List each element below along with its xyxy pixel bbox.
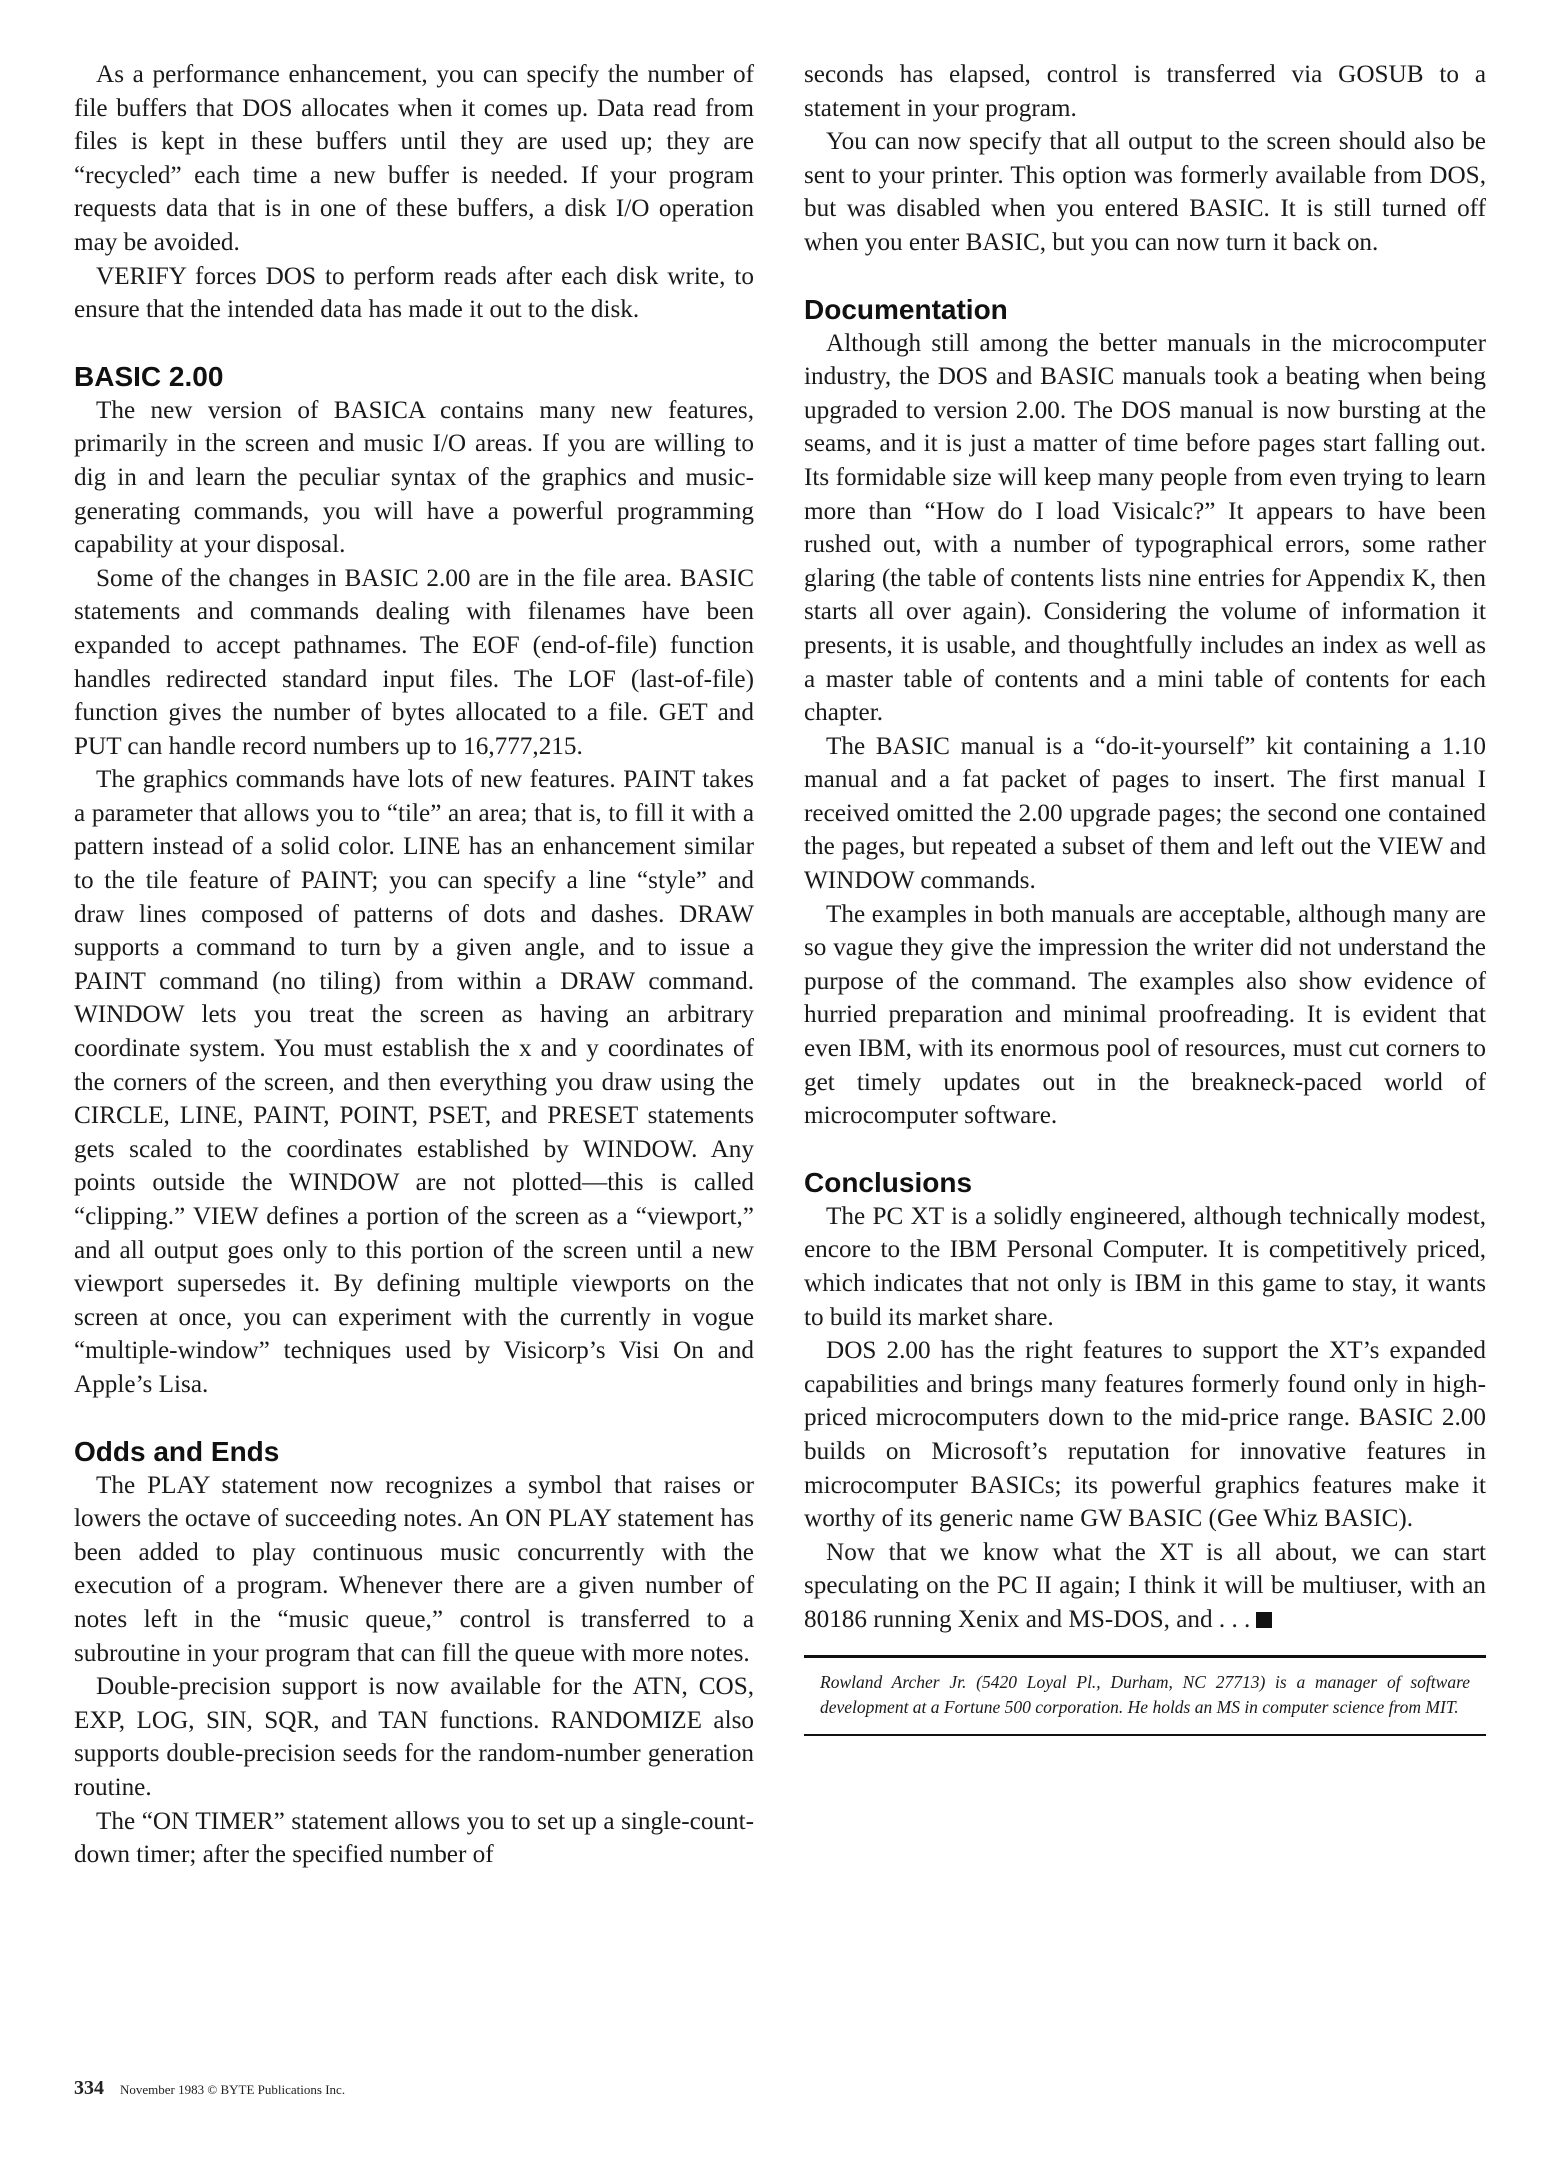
page-footer xyxy=(74,2078,345,2100)
right-column xyxy=(804,58,1486,1736)
body-paragraph: The examples in both manuals are acceptable, although many are so vague they give the impression the writer did not understand the purpose of the command. The examples also show evidence of hurried preparation and minimal proofreading. It is evident that even IBM, with its enormous pool of resources, must cut corners to get timely updates out in the breakneck-paced world of microcomputer software. xyxy=(804,900,1486,1130)
end-of-article-mark xyxy=(1256,1612,1272,1628)
section-heading-basic: BASIC 2.00 xyxy=(74,360,224,392)
page-number: 334 xyxy=(74,2077,104,2099)
body-paragraph: The new version of BASICA contains many new features, primarily in the screen and music I/O areas. If you are willing to dig in and learn the peculiar syntax of the graphics and music-generating commands, you will have a powerful programming capability at your disposal. xyxy=(74,396,754,559)
section-heading-odds-and-ends: Odds and Ends xyxy=(74,1435,280,1467)
body-paragraph: The BASIC manual is a “do-it-yourself” kit containing a 1.10 manual and a fat packet of pages to insert. The first manual I received omitted the 2.00 upgrade pages; the second one contained the pages, but repeated a subset of them and left out the VIEW and WINDOW commands. xyxy=(804,732,1486,895)
body-paragraph: Some of the changes in BASIC 2.00 are in the file area. BASIC statements and commands dealing with filenames have been expanded to accept pathnames. The EOF (end-of-file) function handles redirected standard input files. The LOF (last-of-file) function gives the number of bytes allocated to a file. GET and PUT can handle record numbers up to 16,777,215. xyxy=(74,564,754,760)
body-paragraph: The graphics commands have lots of new features. PAINT takes a parameter that allows you to “tile” an area; that is, to fill it with a pattern instead of a solid color. LINE has an enhancement similar to the tile feature of PAINT; you can specify a line “style” and draw lines composed of patterns of dots and dashes. DRAW supports a command to turn by a given angle, and to issue a PAINT command (no tiling) from within a DRAW command. WINDOW lets you treat the screen as having an arbitrary coordinate system. You must establish the x and y coordinates of the corners of the screen, and then everything you draw using the CIRCLE, LINE, PAINT, POINT, PSET, and PRESET statements gets scaled to the coordinates established by WINDOW. Any points outside the WINDOW are not plotted—this is called “clipping.” VIEW defines a portion of the screen as a “viewport,” and all output goes only to this portion of the screen until a new viewport supersedes it. By defining multiple viewports on the screen at once, you can experiment with the currently in vogue “multiple-window” techniques used by Visicorp’s Visi On and Apple’s Lisa. xyxy=(74,766,754,1398)
body-paragraph: The “ON TIMER” statement allows you to set up a single-count-down timer; after the specified number of xyxy=(74,1807,754,1869)
body-paragraph: VERIFY forces DOS to perform reads after each disk write, to ensure that the intended data has made it out to the disk. xyxy=(74,262,754,324)
body-paragraph: Double-precision support is now available for the ATN, COS, EXP, LOG, SIN, SQR, and TAN functions. RANDOMIZE also supports double-precision seeds for the random-number generation routine. xyxy=(74,1673,754,1801)
section-heading-conclusions: Conclusions xyxy=(804,1166,973,1198)
body-paragraph: Although still among the better manuals in the microcomputer industry, the DOS and BASIC manuals took a beating when being upgraded to version 2.00. The DOS manual is now bursting at the seams, and it is just a matter of time before pages start falling out. Its formidable size will keep many people from even trying to learn more than “How do I load Visicalc?” It appears to have been rushed out, with a number of typographical errors, some rather glaring (the table of contents lists nine entries for Appendix K, then starts all over again). Considering the volume of information it presents, it is usable, and thoughtfully includes an index as well as a master table of contents and a mini table of contents for each chapter. xyxy=(804,329,1486,727)
body-paragraph: The PC XT is a solidly engineered, although technically modest, encore to the IBM Personal Computer. It is competitively priced, which indicates that not only is IBM in this game to stay, it wants to build its market share. xyxy=(804,1202,1486,1331)
body-paragraph: The PLAY statement now recognizes a symbol that raises or lowers the octave of succeeding notes. An ON PLAY statement has been added to play continuous music concurrently with the execution of a program. Whenever there are a given number of notes left in the “music queue,” control is transferred to a subroutine in your program that can fill the queue with more notes. xyxy=(74,1471,754,1667)
body-paragraph: As a performance enhancement, you can specify the number of file buffers that DOS allocates when it comes up. Data read from files is kept in these buffers until they are used up; they are “recycled” each time a new buffer is needed. If your program requests data that is in one of these buffers, a disk I/O operation may be avoided. xyxy=(74,61,754,256)
body-paragraph: You can now specify that all output to the screen should also be sent to your printer. This option was formerly available from DOS, but was disabled when you entered BASIC. It is still turned off when you enter BASIC, but you can now turn it back on. xyxy=(804,128,1486,256)
bio-bottom-rule xyxy=(804,1734,1486,1736)
final-paragraph xyxy=(804,1536,1486,1637)
section-heading-documentation: Documentation xyxy=(804,293,1008,325)
left-column xyxy=(74,58,754,1872)
author-bio: Rowland Archer Jr. (5420 Loyal Pl., Durham, NC 27713) is a manager of software development at a Fortune 500 corporation. He holds an MS in computer science from MIT. xyxy=(820,1671,1470,1717)
body-paragraph-continued: seconds has elapsed, control is transferred via GOSUB to a statement in your program. xyxy=(804,61,1486,122)
body-paragraph: DOS 2.00 has the right features to support the XT’s expanded capabilities and brings many features formerly found only in high-priced microcomputers down to the mid-price range. BASIC 2.00 builds on Microsoft’s reputation for innovative features in microcomputer BASICs; its powerful graphics features make it worthy of its generic name GW BASIC (Gee Whiz BASIC). xyxy=(804,1337,1486,1533)
final-paragraph-text: Now that we know what the XT is all about, we can start speculating on the PC II again; I think it will be multiuser, with an 80186 running Xenix and MS-DOS, and . . . xyxy=(804,1538,1486,1633)
footer-credit: November 1983 © BYTE Publications Inc. xyxy=(120,2082,346,2097)
